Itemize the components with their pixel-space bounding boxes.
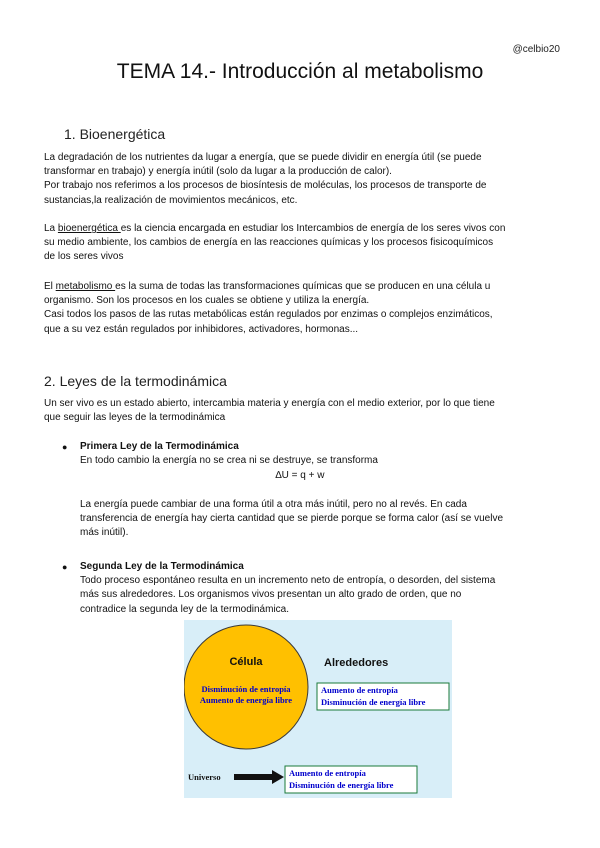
law1-title: Primera Ley de la Termodinámica [80,441,239,452]
text-line: La degradación de los nutrientes da lugar a energía, que se puede dividir en energía útil (se puede [44,152,482,163]
universe-label: Universo [188,772,221,782]
text-fragment: es la suma de todas las transformaciones químicas que se producen en una célula u [115,281,491,292]
text-line: su medio ambiente, los cambios de energía en las reacciones químicas y los procesos fisicoquímicos [44,237,494,249]
text-line: transferencia de energía hay cierta cantidad que se pierde porque se forma calor (así se vuelve [80,513,504,525]
law1-paragraph [80,498,503,541]
bullet-icon: ● [62,562,68,572]
text-line: Casi todos los pasos de las rutas metabólicas están regulados por enzimas o complejos enzimáticos, [44,309,493,321]
section-heading-bioenergetica: 1. Bioenergética [64,126,166,142]
text-line: transformar en trabajo) y energía inútil (solo da lugar a la producción de calor). [44,166,392,178]
text-line: que seguir las leyes de la termodinámica [44,412,226,424]
text-line: que a su vez están regulados por inhibidores, activadores, hormonas... [44,323,359,335]
text-line [44,222,505,236]
term-metabolismo: metabolismo [55,281,116,292]
cell-line-2: Aumento de energía libre [199,695,293,705]
law2-block [80,560,495,617]
equation: ∆U = q + w [275,470,325,481]
surroundings-line-2: Disminución de energía libre [321,697,426,707]
text-fragment: es la ciencia encargada en estudiar los Intercambios de energía de los seres vivos con [120,223,506,234]
text-line [44,280,493,294]
surroundings-label: Alrededores [324,657,389,669]
text-line: En todo cambio la energía no se crea ni se destruye, se transforma [80,455,378,467]
paragraph-ser-vivo [44,397,495,425]
surroundings-line-1: Aumento de entropía [321,685,398,695]
law1-block [80,440,378,468]
text-fragment: La [44,223,58,234]
paragraph-bioenergetica [44,222,505,265]
text-line: de los seres vivos [44,251,124,263]
text-line: más sus alrededores. Los organismos vivos presentan un alto grado de orden, que no [80,589,462,601]
text-line: organismo. Son los procesos en los cuales se obtiene y utiliza la energía. [44,295,370,307]
law2-title: Segunda Ley de la Termodinámica [80,561,244,572]
universe-line-2: Disminución de energía libre [289,780,394,790]
diagram-svg [184,620,452,798]
text-line: contradice la segunda ley de la termodinámica. [80,603,290,615]
text-line: sustancias,la realización de movimientos mecánicos, etc. [44,194,298,206]
arrow-right-icon [234,770,284,784]
paragraph-degradacion [44,151,486,208]
text-line: Todo proceso espontáneo resulta en un incremento neto de entropía, o desorden, del sistema [80,575,496,587]
section-heading-termodinamica: 2. Leyes de la termodinámica [44,373,227,389]
page-title: TEMA 14.- Introducción al metabolismo [116,60,484,83]
term-bioenergetica: bioenergética [57,223,121,234]
paragraph-metabolismo [44,280,493,337]
text-line: La energía puede cambiar de una forma útil a otra más inútil, pero no al revés. En cada [80,499,467,510]
cell-label: Célula [229,656,263,668]
thermodynamics-diagram [184,620,452,798]
bullet-icon: ● [62,442,68,452]
cell-line-1: Disminución de entropía [201,684,291,694]
text-line: Un ser vivo es un estado abierto, intercambia materia y energía con el medio exterior, por lo que tiene [44,398,495,409]
watermark: @celbio20 [512,44,560,55]
text-line: más inútil). [80,527,129,539]
text-fragment: El [44,281,56,292]
text-line: Por trabajo nos referimos a los procesos de biosíntesis de moléculas, los procesos de transporte de [44,180,487,192]
universe-line-1: Aumento de entropía [289,768,366,778]
